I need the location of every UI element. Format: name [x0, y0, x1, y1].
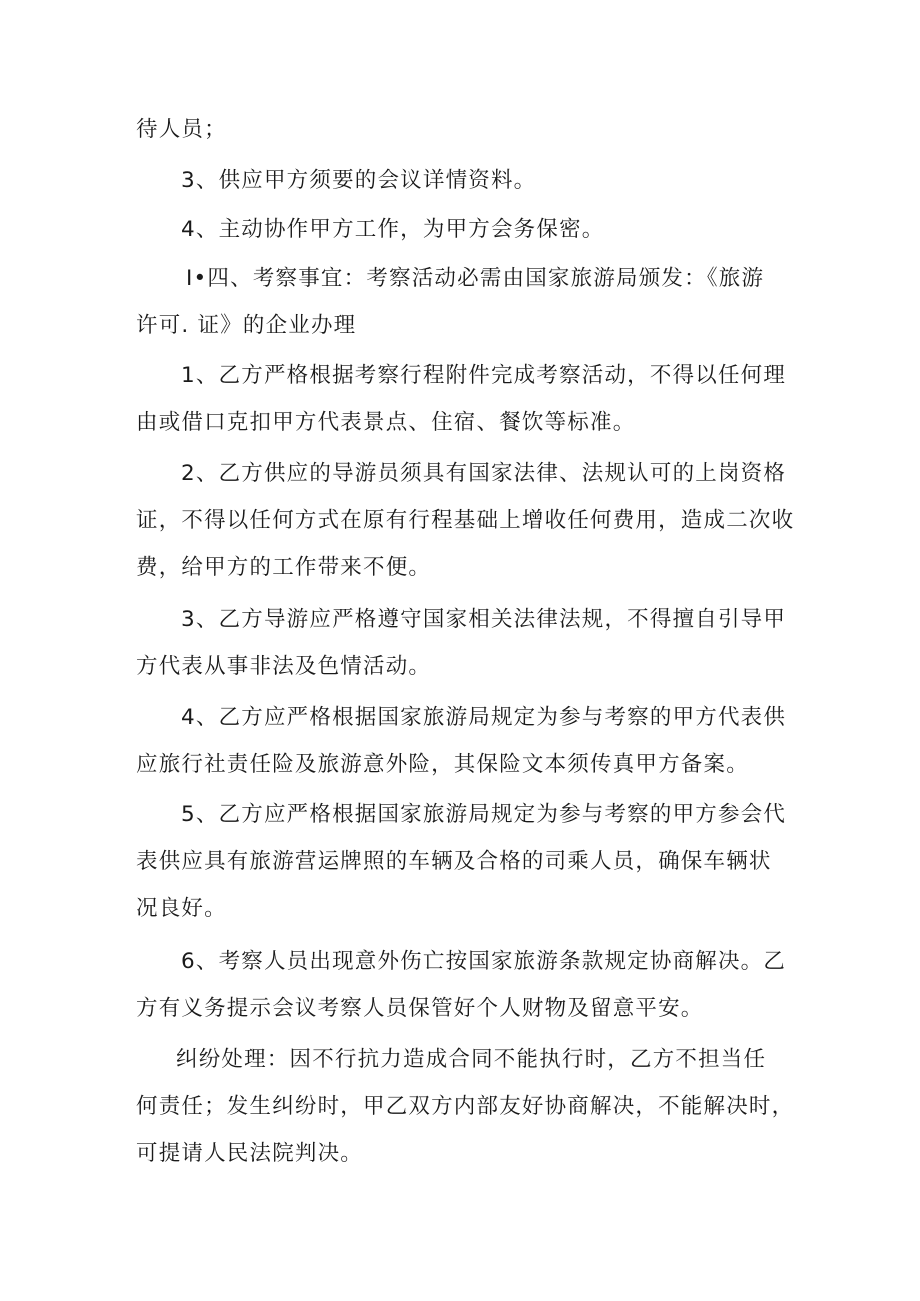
text-line: 许可. 证》的企业办理: [136, 313, 357, 338]
text-line: 6、考察人员出现意外伤亡按国家旅游条款规定协商解决。乙: [181, 949, 787, 974]
paragraph-clause-6: [136, 938, 796, 1032]
text-line: 待人员；: [136, 117, 227, 142]
text-line: 3、供应甲方须要的会议详情资料。: [181, 168, 537, 193]
text-line: 4、主动协作甲方工作，为甲方会务保密。: [181, 217, 605, 242]
text-line: 2、乙方供应的导游员须具有国家法律、法规认可的上岗资格: [181, 461, 787, 486]
text-line: 况良好。: [136, 896, 227, 921]
paragraph-dispute-resolution: [136, 1036, 796, 1177]
paragraph-clause-3: [136, 596, 796, 690]
paragraph-clause-2: [136, 450, 796, 591]
text-line: 可提请人民法院判决。: [136, 1141, 364, 1166]
text-line: 方代表从事非法及色情活动。: [136, 654, 432, 679]
paragraph-clause-1: [136, 352, 796, 446]
text-line: 纠纷处理：因不行抗力造成合同不能执行时，乙方不担当任: [176, 1047, 767, 1072]
paragraph-item-3: [136, 157, 796, 204]
paragraph-clause-5: [136, 791, 796, 932]
text-line: 3、乙方导游应严格遵守国家相关法律法规，不得擅自引导甲: [181, 607, 787, 632]
section-inspection-heading: [136, 255, 796, 349]
paragraph-continuation: [136, 106, 796, 153]
text-line: 5、乙方应严格根据国家旅游局规定为参与考察的甲方参会代: [181, 802, 787, 827]
text-line: 应旅行社责任险及旅游意外险，其保险文本须传真甲方备案。: [136, 752, 749, 777]
text-line: 表供应具有旅游营运牌照的车辆及合格的司乘人员，确保车辆状: [136, 849, 772, 874]
text-line: 何责任；发生纠纷时，甲乙双方内部友好协商解决，不能解决时，: [136, 1094, 795, 1119]
paragraph-item-4: [136, 206, 796, 253]
text-line: 4、乙方应严格根据国家旅游局规定为参与考察的甲方代表供: [181, 705, 787, 730]
text-line: I•四、考察事宜：考察活动必需由国家旅游局颁发：《旅游: [186, 266, 765, 291]
text-line: 由或借口克扣甲方代表景点、住宿、餐饮等标准。: [136, 410, 636, 435]
text-line: 证，不得以任何方式在原有行程基础上增收任何费用，造成二次收: [136, 508, 795, 533]
text-line: 方有义务提示会议考察人员保管好个人财物及留意平安。: [136, 996, 704, 1021]
text-line: 1、乙方严格根据考察行程附件完成考察活动，不得以任何理: [181, 363, 787, 388]
paragraph-clause-4: [136, 694, 796, 788]
text-line: 费，给甲方的工作带来不便。: [136, 555, 432, 580]
